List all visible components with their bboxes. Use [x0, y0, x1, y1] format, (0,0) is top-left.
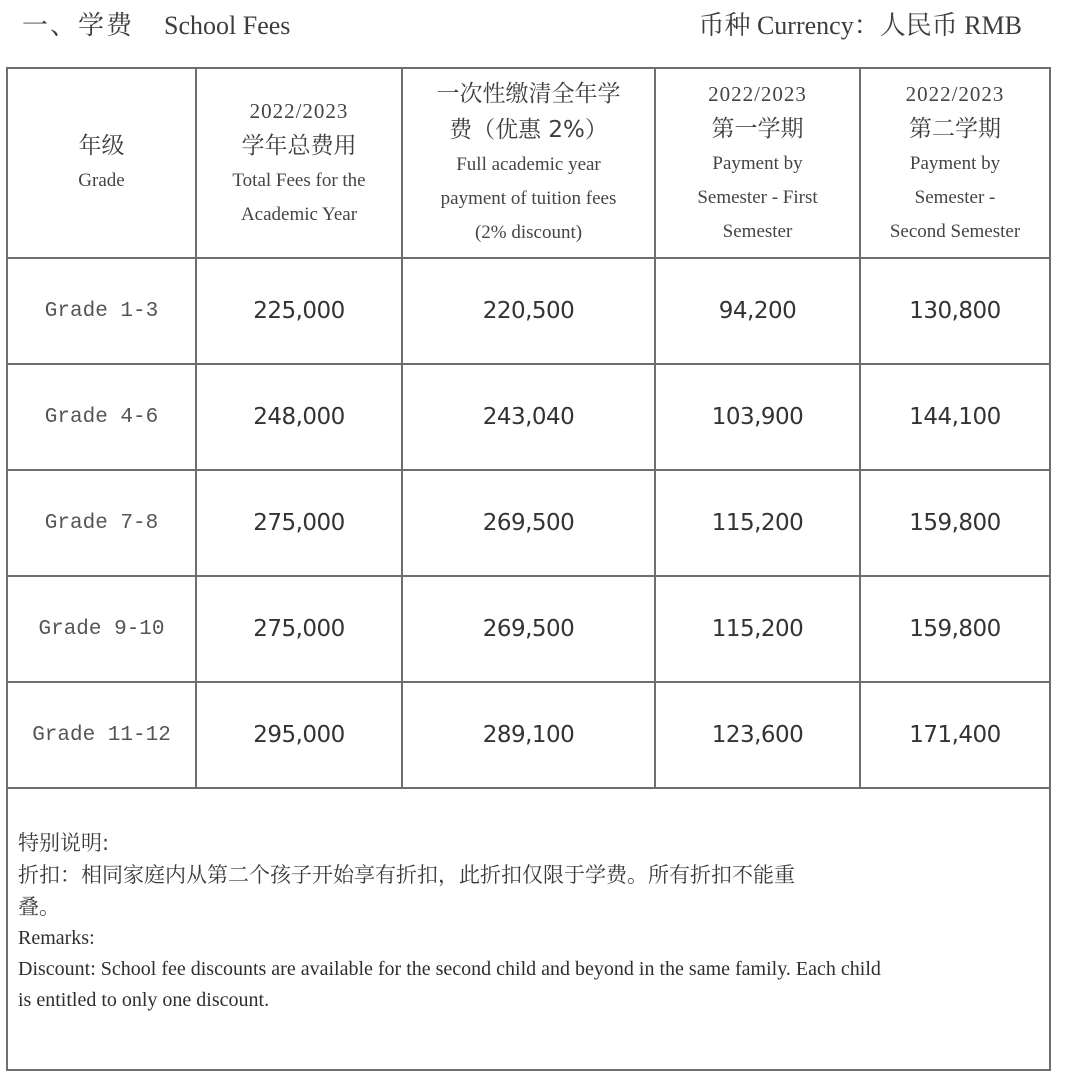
header-first-semester-en-1: Payment by [712, 153, 803, 174]
header-grade-en: Grade [78, 170, 125, 191]
section-title-cn: 一、学费 [22, 11, 135, 41]
full-year-cell: 289,100 [402, 682, 655, 788]
header-second-semester-en-1: Payment by [909, 153, 1001, 174]
header-second-semester-en-3: Second Semester [889, 221, 1021, 242]
header-year: 2022/2023 [249, 99, 349, 123]
total-fees-cell: 295,000 [196, 682, 402, 788]
remarks-section [7, 788, 1050, 1070]
table-header-row [7, 68, 1050, 258]
fees-table [6, 67, 1051, 1071]
first-semester-cell: 103,900 [655, 364, 860, 470]
total-fees-cell: 275,000 [196, 470, 402, 576]
second-semester-cell: 144,100 [860, 364, 1050, 470]
total-fees-cell: 275,000 [196, 576, 402, 682]
header-total-fees-cn: 学年总费用 [241, 133, 357, 159]
first-semester-cell: 123,600 [655, 682, 860, 788]
table-row [7, 364, 1050, 470]
table-row [7, 682, 1050, 788]
total-fees-cell: 225,000 [196, 258, 402, 364]
header-total-fees-en-1: Total Fees for the [232, 170, 366, 191]
grade-cell: Grade 4-6 [7, 364, 196, 470]
header-full-year-en-1: Full academic year [456, 154, 601, 175]
header-full-year-cn-1: 一次性缴清全年学 [436, 81, 621, 107]
second-semester-cell: 159,800 [860, 470, 1050, 576]
grade-cell: Grade 1-3 [7, 258, 196, 364]
header-second-semester-cn: 第二学期 [909, 116, 1001, 142]
header-grade-cn: 年级 [78, 133, 125, 159]
full-year-cell: 269,500 [402, 470, 655, 576]
full-year-cell: 269,500 [402, 576, 655, 682]
remarks-cn-line-2: 叠。 [18, 895, 60, 919]
header-first-semester-cn: 第一学期 [711, 116, 804, 142]
table-row [7, 470, 1050, 576]
header-full-year-en-3: (2% discount) [474, 222, 583, 243]
section-title [22, 6, 290, 46]
second-semester-cell: 130,800 [860, 258, 1050, 364]
section-title-en: School Fees [164, 11, 291, 40]
second-semester-cell: 171,400 [860, 682, 1050, 788]
remarks-cn-line-1: 折扣：相同家庭内从第二个孩子开始享有折扣，此折扣仅限于学费。所有折扣不能重 [18, 863, 795, 887]
header-total-fees [196, 68, 402, 258]
grade-cell: Grade 7-8 [7, 470, 196, 576]
table-row [7, 258, 1050, 364]
total-fees-cell: 248,000 [196, 364, 402, 470]
remarks-row [7, 788, 1050, 1070]
header-year: 2022/2023 [905, 82, 1005, 106]
header-full-year-payment [402, 68, 655, 258]
header-full-year-en-2: payment of tuition fees [440, 188, 617, 209]
header-second-semester [860, 68, 1050, 258]
remarks-en-line-2: is entitled to only one discount. [18, 989, 270, 1011]
table-row [7, 576, 1050, 682]
second-semester-cell: 159,800 [860, 576, 1050, 682]
grade-cell: Grade 11-12 [7, 682, 196, 788]
first-semester-cell: 94,200 [655, 258, 860, 364]
header-second-semester-en-2: Semester - [914, 187, 996, 208]
grade-cell: Grade 9-10 [7, 576, 196, 682]
remarks-cn-heading: 特别说明: [18, 831, 110, 855]
header-first-semester-en-2: Semester - First [697, 187, 818, 208]
remarks-en-line-1: Discount: School fee discounts are available for the second child and beyond in the same family. Each child [18, 958, 881, 980]
full-year-cell: 220,500 [402, 258, 655, 364]
full-year-cell: 243,040 [402, 364, 655, 470]
first-semester-cell: 115,200 [655, 576, 860, 682]
header-year: 2022/2023 [708, 82, 807, 106]
header-first-semester [655, 68, 860, 258]
header-full-year-cn-2: 费（优惠 2%） [449, 117, 608, 143]
currency-label: 币种 Currency：人民币 RMB [698, 11, 1022, 40]
header-first-semester-en-3: Semester [722, 221, 793, 242]
header-grade [7, 68, 196, 258]
remarks-en-heading: Remarks: [18, 927, 95, 949]
header-total-fees-en-2: Academic Year [240, 204, 358, 225]
first-semester-cell: 115,200 [655, 470, 860, 576]
